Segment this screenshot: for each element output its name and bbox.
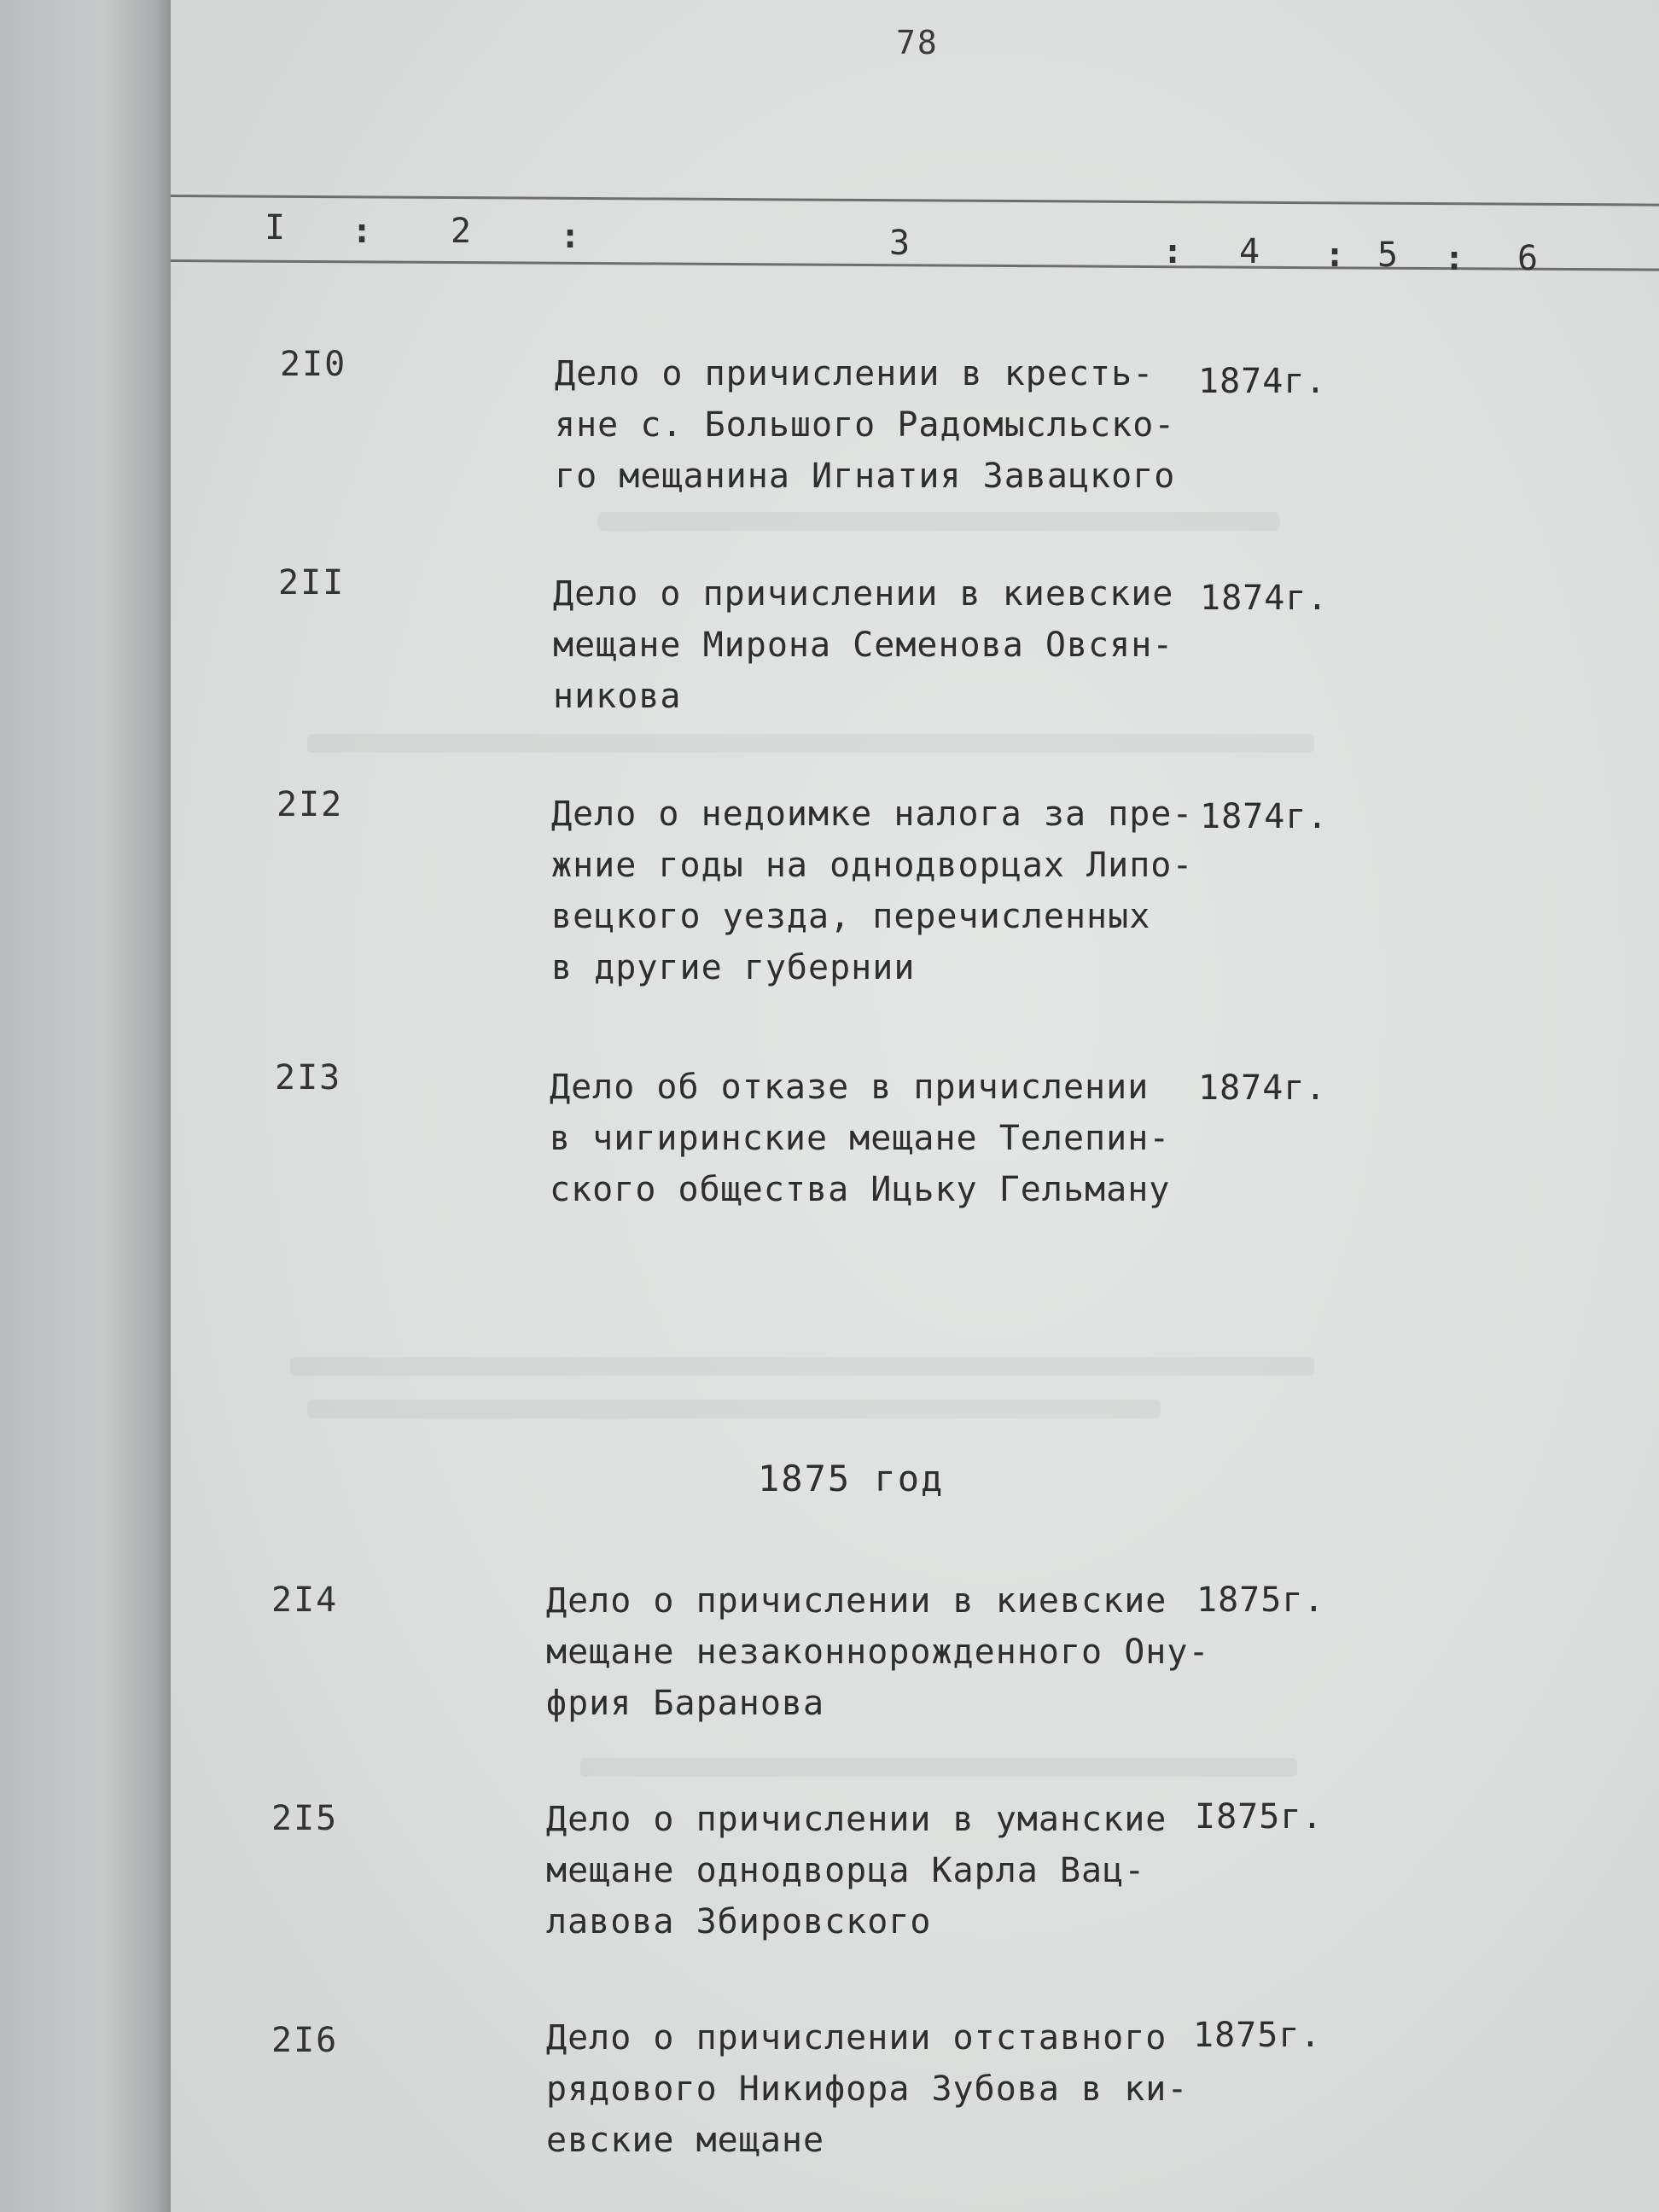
bleed-through bbox=[597, 512, 1280, 531]
entry-number: 2I5 bbox=[271, 1799, 339, 1838]
year-section-heading: 1875 год bbox=[758, 1458, 945, 1499]
entry-number: 2I6 bbox=[271, 2021, 339, 2060]
column-header-1: I bbox=[265, 208, 286, 247]
page-number: 78 bbox=[896, 24, 939, 61]
column-separator: : bbox=[352, 212, 373, 251]
entry-date: I875г. bbox=[1195, 1797, 1324, 1837]
entry-number: 2II bbox=[278, 563, 346, 602]
entry-number: 2I3 bbox=[275, 1058, 342, 1097]
entry-number: 2I4 bbox=[271, 1580, 339, 1620]
entry-title-line: Дело о причислении в киевские bbox=[553, 574, 1174, 614]
entry-title bbox=[553, 568, 1173, 722]
entry-title-line: рядового Никифора Зубова в ки- bbox=[546, 2069, 1189, 2109]
entry-title-line: фрия Баранова bbox=[546, 1684, 825, 1723]
column-header-5: 5 bbox=[1377, 236, 1399, 275]
entry-date: 1874г. bbox=[1200, 797, 1329, 836]
entry-number: 2I2 bbox=[276, 785, 344, 824]
entry-title bbox=[551, 789, 1193, 993]
entry-title-line: Дело о причислении в киевские bbox=[546, 1581, 1167, 1621]
entry-title-line: никова bbox=[553, 677, 682, 716]
entry-number: 2I0 bbox=[280, 345, 347, 384]
entry-title-line: мещане Мирона Семенова Овсян- bbox=[553, 626, 1174, 665]
column-header-3: 3 bbox=[889, 224, 911, 263]
entry-title-line: мещане однодворца Карла Вац- bbox=[546, 1851, 1146, 1890]
entry-title bbox=[555, 348, 1175, 502]
page-spine bbox=[0, 0, 171, 2212]
column-separator: : bbox=[1162, 232, 1184, 271]
entry-title bbox=[550, 1062, 1170, 1215]
column-separator: : bbox=[1444, 239, 1465, 278]
entry-title-line: жние годы на однодворцах Липо- bbox=[551, 846, 1194, 885]
entry-title-line: Дело об отказе в причислении bbox=[550, 1068, 1150, 1107]
bleed-through bbox=[290, 1357, 1314, 1376]
entry-title-line: в другие губернии bbox=[551, 948, 916, 987]
column-header-2: 2 bbox=[451, 212, 472, 251]
entry-title-line: го мещанина Игнатия Завацкого bbox=[555, 457, 1176, 496]
entry-date: 1875г. bbox=[1193, 2016, 1322, 2055]
bleed-through bbox=[580, 1758, 1297, 1777]
column-separator: : bbox=[560, 217, 581, 256]
entry-title-line: Дело о причислении в кресть- bbox=[555, 354, 1155, 393]
entry-title-line: Дело о недоимке налога за пре- bbox=[551, 795, 1194, 834]
column-separator: : bbox=[1324, 236, 1346, 275]
entry-title bbox=[546, 1794, 1167, 1947]
bleed-through bbox=[307, 1400, 1161, 1418]
entry-date: 1874г. bbox=[1198, 1068, 1327, 1108]
entry-title-line: яне с. Большого Радомысльско- bbox=[555, 405, 1176, 445]
entry-date: 1874г. bbox=[1200, 579, 1329, 618]
entry-title-line: ского общества Ицьку Гельману bbox=[550, 1170, 1171, 1209]
column-header-6: 6 bbox=[1517, 239, 1539, 278]
entry-title bbox=[546, 2012, 1188, 2166]
entry-title-line: вецкого уезда, перечисленных bbox=[551, 897, 1151, 936]
entry-title-line: мещане незаконнорожденного Ону- bbox=[546, 1633, 1210, 1672]
entry-title-line: евские мещане bbox=[546, 2121, 825, 2160]
entry-date: 1874г. bbox=[1198, 362, 1327, 401]
entry-title bbox=[546, 1575, 1210, 1729]
entry-title-line: Дело о причислении отставного bbox=[546, 2018, 1167, 2058]
entry-title-line: лавова Збировского bbox=[546, 1902, 932, 1941]
entry-date: 1875г. bbox=[1196, 1580, 1325, 1620]
bleed-through bbox=[307, 734, 1314, 753]
column-header-4: 4 bbox=[1239, 232, 1260, 271]
entry-title-line: Дело о причислении в уманские bbox=[546, 1800, 1167, 1839]
entry-title-line: в чигиринские мещане Телепин- bbox=[550, 1119, 1171, 1158]
